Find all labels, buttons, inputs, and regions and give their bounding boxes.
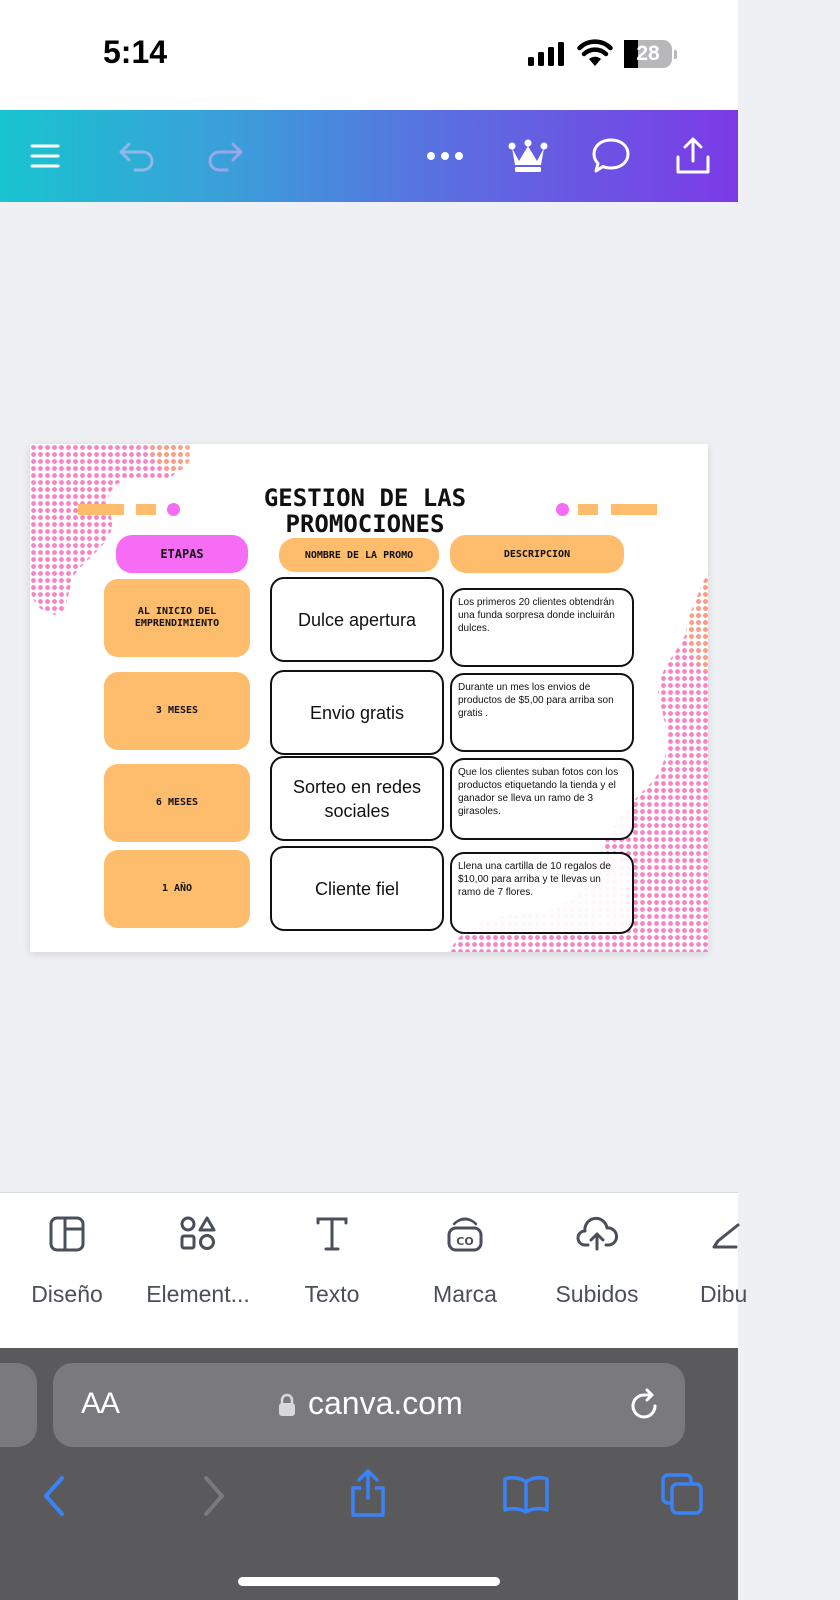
editor-dock [0,1192,748,1349]
redo-icon[interactable] [200,110,250,202]
stage-cell: 3 MESES [104,672,250,750]
forward-icon[interactable] [200,1474,228,1518]
slide-title-line2: PROMOCIONES [285,510,445,538]
decor-dot [556,503,569,516]
comment-icon[interactable] [588,110,634,202]
svg-text:CO: CO [456,1235,474,1248]
undo-icon[interactable] [112,110,162,202]
dock-label: Diseño [31,1281,103,1307]
dock-label: Subidos [555,1281,639,1307]
dock-item-uploads[interactable] [532,1193,662,1349]
upload-cloud-icon [576,1215,618,1253]
header-description: DESCRIPCION [450,535,624,573]
status-bar [0,0,738,110]
editor-toolbar [0,110,738,202]
slide-title [220,485,510,537]
wifi-icon [578,40,612,66]
slide-title-line1: GESTION DE LAS [263,484,467,512]
description-cell: Durante un mes los envios de productos de $5,00 para arriba son gratis . [450,673,634,752]
share-icon[interactable] [670,110,716,202]
description-cell: Que los clientes suban fotos con los productos etiquetando la tienda y el ganador se lleva un ramo de 3 girasoles. [450,758,634,840]
header-etapas: ETAPAS [116,535,248,573]
stage-cell: 1 AÑO [104,850,250,928]
battery-icon [624,40,672,68]
lock-icon [278,1393,296,1417]
decor-dot [167,503,180,516]
description-cell: Llena una cartilla de 10 regalos de $10,00 para arriba y te llevas un ramo de 7 flores. [450,852,634,934]
stage-cell: AL INICIO DEL EMPRENDIMIENTO [104,579,250,657]
home-indicator [238,1577,500,1586]
text-icon [314,1215,350,1253]
dock-item-draw[interactable] [662,1193,748,1349]
dock-item-elements[interactable] [133,1193,263,1349]
promo-cell: Dulce apertura [270,577,444,662]
dock-label: Element... [146,1281,250,1307]
dock-item-text[interactable] [267,1193,397,1349]
design-canvas[interactable] [30,444,708,952]
dock-item-design[interactable] [2,1193,132,1349]
stage-cell: 6 MESES [104,764,250,842]
reload-icon[interactable] [629,1388,661,1422]
text-size-button[interactable]: AA [81,1387,120,1420]
dock-label: Marca [433,1281,497,1307]
signal-icon [528,42,566,66]
decor-bar [578,504,598,515]
dock-label: Dibu [700,1281,748,1307]
previous-tab[interactable] [0,1363,37,1447]
status-time: 5:14 [103,34,168,70]
layout-icon [48,1215,86,1253]
crown-icon[interactable] [504,110,552,202]
dock-item-brand[interactable] [400,1193,530,1349]
back-icon[interactable] [40,1474,68,1518]
description-cell: Los primeros 20 clientes obtendrán una funda sorpresa donde incluirán dulces. [450,588,634,667]
bookmarks-icon[interactable] [502,1474,550,1514]
dock-label: Texto [304,1281,360,1307]
battery-level: 28 [636,42,660,65]
menu-icon[interactable] [22,110,68,202]
decor-bar [136,504,156,515]
promo-cell: Cliente fiel [270,846,444,931]
more-icon[interactable] [422,110,468,202]
shapes-icon [178,1215,218,1253]
brand-icon [446,1215,484,1253]
promo-cell: Envio gratis [270,670,444,755]
promo-cell: Sorteo en redes sociales [270,756,444,841]
tabs-icon[interactable] [660,1472,704,1516]
share-sheet-icon[interactable] [348,1468,388,1518]
url-text[interactable]: canva.com [308,1385,463,1421]
decor-bar [78,504,124,515]
url-bar[interactable] [53,1363,685,1447]
draw-icon [710,1215,738,1253]
decor-bar [611,504,657,515]
header-promo-name: NOMBRE DE LA PROMO [279,538,439,572]
